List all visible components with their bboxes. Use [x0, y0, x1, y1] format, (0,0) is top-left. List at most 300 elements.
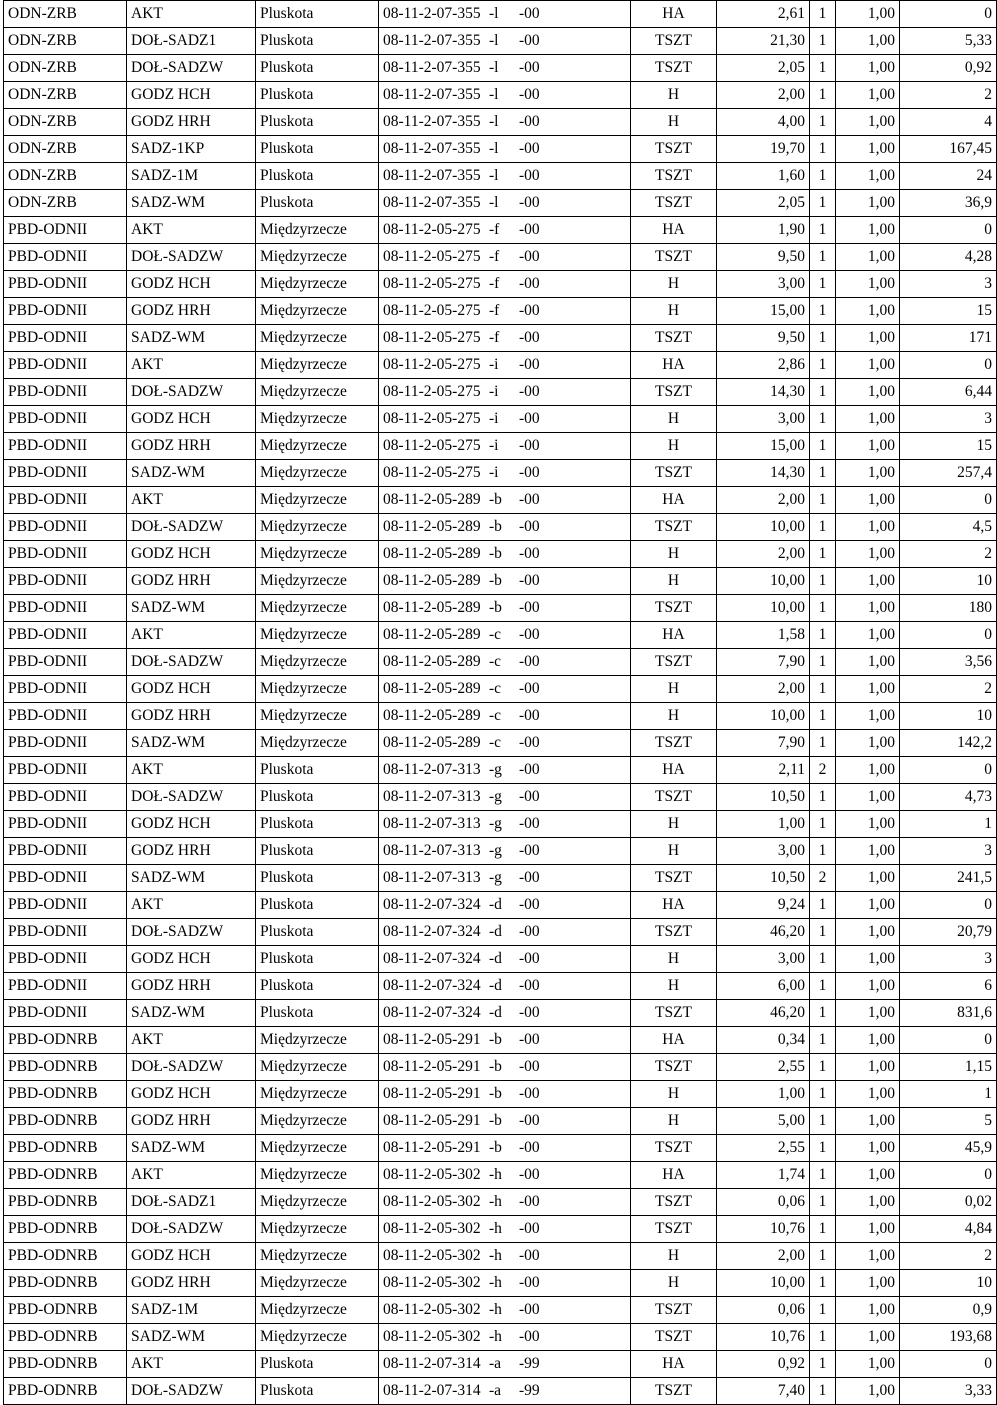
address-number: 08-11-2-05-302	[383, 1301, 481, 1318]
address-suffix: -00	[519, 437, 540, 454]
address-subdivision: -g	[489, 815, 502, 832]
rate-cell: 1,00	[836, 973, 900, 1000]
forest-district-cell: Międzyrzecze	[256, 217, 379, 244]
rate-cell: 1,00	[836, 298, 900, 325]
forest-district-cell: Międzyrzecze	[256, 1324, 379, 1351]
quantity-cell: 2,86	[717, 352, 810, 379]
unit-cell: PBD-ODNII	[4, 1000, 127, 1027]
unit-measure-cell: H	[631, 406, 717, 433]
unit-measure-cell: TSZT	[631, 1135, 717, 1162]
factor-cell: 1	[810, 649, 836, 676]
table-row	[4, 1054, 997, 1081]
factor-cell: 1	[810, 487, 836, 514]
table-row	[4, 1108, 997, 1135]
address-cell	[379, 757, 631, 784]
address-suffix: -00	[519, 1301, 540, 1318]
activity-code-cell: SADZ-WM	[127, 1000, 256, 1027]
value-cell: 257,4	[900, 460, 997, 487]
quantity-cell: 2,61	[717, 1, 810, 28]
rate-cell: 1,00	[836, 325, 900, 352]
address-subdivision: -b	[489, 545, 502, 562]
table-row	[4, 1351, 997, 1378]
table-row	[4, 1378, 997, 1405]
unit-measure-cell: H	[631, 838, 717, 865]
factor-cell: 1	[810, 811, 836, 838]
address-subdivision: -g	[489, 869, 502, 886]
address-cell	[379, 811, 631, 838]
forest-district-cell: Pluskota	[256, 973, 379, 1000]
unit-measure-cell: TSZT	[631, 1054, 717, 1081]
address-subdivision: -b	[489, 1031, 502, 1048]
unit-cell: ODN-ZRB	[4, 82, 127, 109]
activity-code-cell: AKT	[127, 352, 256, 379]
address-parts	[383, 1000, 540, 1026]
value-cell: 0	[900, 622, 997, 649]
address-number: 08-11-2-05-275	[383, 410, 481, 427]
activity-code-cell: GODZ HRH	[127, 1270, 256, 1297]
rate-cell: 1,00	[836, 460, 900, 487]
address-number: 08-11-2-05-289	[383, 572, 481, 589]
address-subdivision: -l	[489, 5, 499, 22]
address-suffix: -00	[519, 1031, 540, 1048]
unit-measure-cell: TSZT	[631, 1189, 717, 1216]
unit-measure-cell: H	[631, 973, 717, 1000]
table-row	[4, 811, 997, 838]
table-row	[4, 730, 997, 757]
value-cell: 3	[900, 838, 997, 865]
address-number: 08-11-2-07-313	[383, 842, 481, 859]
address-parts	[383, 568, 540, 594]
unit-measure-cell: TSZT	[631, 136, 717, 163]
address-parts	[383, 28, 540, 54]
address-parts	[383, 622, 540, 648]
quantity-cell: 15,00	[717, 433, 810, 460]
rate-cell: 1,00	[836, 352, 900, 379]
factor-cell: 1	[810, 1189, 836, 1216]
address-cell	[379, 568, 631, 595]
address-cell	[379, 1324, 631, 1351]
address-parts	[383, 514, 540, 540]
address-subdivision: -f	[489, 329, 500, 346]
table-row	[4, 1270, 997, 1297]
activity-code-cell: GODZ HRH	[127, 1108, 256, 1135]
unit-measure-cell: HA	[631, 622, 717, 649]
unit-measure-cell: H	[631, 703, 717, 730]
address-parts	[383, 784, 540, 810]
value-cell: 3,33	[900, 1378, 997, 1405]
factor-cell: 1	[810, 1324, 836, 1351]
unit-cell: PBD-ODNII	[4, 298, 127, 325]
rate-cell: 1,00	[836, 28, 900, 55]
address-subdivision: -f	[489, 248, 500, 265]
unit-cell: PBD-ODNII	[4, 325, 127, 352]
quantity-cell: 1,90	[717, 217, 810, 244]
rate-cell: 1,00	[836, 1378, 900, 1405]
rate-cell: 1,00	[836, 622, 900, 649]
activity-code-cell: DOŁ-SADZW	[127, 55, 256, 82]
unit-cell: PBD-ODNII	[4, 433, 127, 460]
address-cell	[379, 1189, 631, 1216]
rate-cell: 1,00	[836, 1243, 900, 1270]
address-subdivision: -b	[489, 491, 502, 508]
address-cell	[379, 1297, 631, 1324]
unit-measure-cell: H	[631, 1270, 717, 1297]
quantity-cell: 46,20	[717, 1000, 810, 1027]
quantity-cell: 7,90	[717, 649, 810, 676]
table-row	[4, 136, 997, 163]
activity-code-cell: DOŁ-SADZ1	[127, 1189, 256, 1216]
address-suffix: -00	[519, 491, 540, 508]
unit-cell: PBD-ODNII	[4, 757, 127, 784]
unit-cell: ODN-ZRB	[4, 109, 127, 136]
activity-code-cell: DOŁ-SADZW	[127, 514, 256, 541]
rate-cell: 1,00	[836, 946, 900, 973]
activity-code-cell: DOŁ-SADZW	[127, 244, 256, 271]
activity-code-cell: DOŁ-SADZW	[127, 379, 256, 406]
quantity-cell: 21,30	[717, 28, 810, 55]
unit-measure-cell: HA	[631, 1, 717, 28]
address-subdivision: -c	[489, 653, 502, 670]
activity-code-cell: GODZ HCH	[127, 406, 256, 433]
address-suffix: -00	[519, 329, 540, 346]
address-subdivision: -b	[489, 518, 502, 535]
address-cell	[379, 28, 631, 55]
unit-measure-cell: H	[631, 1243, 717, 1270]
forest-district-cell: Międzyrzecze	[256, 1297, 379, 1324]
address-subdivision: -d	[489, 977, 502, 994]
table-row	[4, 1, 997, 28]
address-suffix: -00	[519, 1328, 540, 1345]
table-row	[4, 514, 997, 541]
rate-cell: 1,00	[836, 271, 900, 298]
address-parts	[383, 1027, 540, 1053]
unit-cell: PBD-ODNII	[4, 244, 127, 271]
address-suffix: -00	[519, 194, 540, 211]
unit-cell: ODN-ZRB	[4, 28, 127, 55]
unit-cell: PBD-ODNII	[4, 892, 127, 919]
unit-cell: PBD-ODNII	[4, 811, 127, 838]
address-number: 08-11-2-05-275	[383, 329, 481, 346]
unit-measure-cell: TSZT	[631, 379, 717, 406]
value-cell: 4,5	[900, 514, 997, 541]
address-number: 08-11-2-05-291	[383, 1085, 481, 1102]
unit-measure-cell: TSZT	[631, 55, 717, 82]
factor-cell: 1	[810, 1351, 836, 1378]
value-cell: 171	[900, 325, 997, 352]
forest-district-cell: Pluskota	[256, 1378, 379, 1405]
rate-cell: 1,00	[836, 487, 900, 514]
activity-code-cell: GODZ HCH	[127, 541, 256, 568]
address-subdivision: -l	[489, 86, 499, 103]
forest-district-cell: Pluskota	[256, 1000, 379, 1027]
unit-measure-cell: TSZT	[631, 1378, 717, 1405]
address-number: 08-11-2-07-314	[383, 1355, 481, 1372]
forest-district-cell: Pluskota	[256, 55, 379, 82]
table-row	[4, 1324, 997, 1351]
value-cell: 5	[900, 1108, 997, 1135]
quantity-cell: 14,30	[717, 460, 810, 487]
unit-measure-cell: H	[631, 811, 717, 838]
table-row	[4, 298, 997, 325]
address-number: 08-11-2-05-302	[383, 1193, 481, 1210]
address-suffix: -00	[519, 464, 540, 481]
address-parts	[383, 1378, 540, 1404]
address-parts	[383, 973, 540, 999]
address-suffix: -00	[519, 1220, 540, 1237]
factor-cell: 1	[810, 190, 836, 217]
table-row	[4, 838, 997, 865]
quantity-cell: 5,00	[717, 1108, 810, 1135]
rate-cell: 1,00	[836, 811, 900, 838]
address-parts	[383, 1216, 540, 1242]
factor-cell: 1	[810, 271, 836, 298]
rate-cell: 1,00	[836, 379, 900, 406]
unit-cell: PBD-ODNRB	[4, 1108, 127, 1135]
address-subdivision: -a	[489, 1382, 502, 1399]
address-suffix: -00	[519, 734, 540, 751]
factor-cell: 1	[810, 82, 836, 109]
table-row	[4, 541, 997, 568]
forest-district-cell: Pluskota	[256, 109, 379, 136]
activity-code-cell: GODZ HCH	[127, 811, 256, 838]
table-row	[4, 649, 997, 676]
address-subdivision: -g	[489, 788, 502, 805]
forest-district-cell: Międzyrzecze	[256, 568, 379, 595]
forest-district-cell: Międzyrzecze	[256, 1081, 379, 1108]
address-number: 08-11-2-05-302	[383, 1274, 481, 1291]
factor-cell: 1	[810, 514, 836, 541]
rate-cell: 1,00	[836, 82, 900, 109]
table-row	[4, 865, 997, 892]
address-number: 08-11-2-07-313	[383, 815, 481, 832]
value-cell: 180	[900, 595, 997, 622]
factor-cell: 1	[810, 1000, 836, 1027]
table-row	[4, 1000, 997, 1027]
address-subdivision: -i	[489, 410, 499, 427]
value-cell: 5,33	[900, 28, 997, 55]
forest-district-cell: Międzyrzecze	[256, 433, 379, 460]
table-row	[4, 271, 997, 298]
rate-cell: 1,00	[836, 1081, 900, 1108]
rate-cell: 1,00	[836, 757, 900, 784]
value-cell: 0,92	[900, 55, 997, 82]
address-parts	[383, 1270, 540, 1296]
rate-cell: 1,00	[836, 55, 900, 82]
address-number: 08-11-2-05-302	[383, 1166, 481, 1183]
address-suffix: -00	[519, 626, 540, 643]
table-row	[4, 757, 997, 784]
address-subdivision: -c	[489, 626, 502, 643]
address-cell	[379, 649, 631, 676]
unit-measure-cell: TSZT	[631, 28, 717, 55]
forest-district-cell: Pluskota	[256, 136, 379, 163]
address-number: 08-11-2-07-324	[383, 923, 481, 940]
table-body	[4, 1, 997, 1405]
address-number: 08-11-2-05-289	[383, 545, 481, 562]
address-number: 08-11-2-07-324	[383, 977, 481, 994]
address-cell	[379, 1108, 631, 1135]
factor-cell: 1	[810, 298, 836, 325]
factor-cell: 1	[810, 1243, 836, 1270]
forest-district-cell: Pluskota	[256, 1351, 379, 1378]
address-subdivision: -l	[489, 194, 499, 211]
table-row	[4, 433, 997, 460]
address-number: 08-11-2-07-355	[383, 113, 481, 130]
activity-code-cell: SADZ-WM	[127, 1324, 256, 1351]
address-parts	[383, 217, 540, 243]
value-cell: 10	[900, 703, 997, 730]
address-number: 08-11-2-05-275	[383, 275, 481, 292]
address-cell	[379, 217, 631, 244]
address-suffix: -00	[519, 815, 540, 832]
address-subdivision: -i	[489, 437, 499, 454]
unit-cell: PBD-ODNII	[4, 217, 127, 244]
forest-district-cell: Międzyrzecze	[256, 541, 379, 568]
unit-cell: PBD-ODNRB	[4, 1135, 127, 1162]
address-subdivision: -f	[489, 221, 500, 238]
value-cell: 4,28	[900, 244, 997, 271]
address-suffix: -00	[519, 977, 540, 994]
rate-cell: 1,00	[836, 865, 900, 892]
address-number: 08-11-2-07-355	[383, 140, 481, 157]
value-cell: 0	[900, 1351, 997, 1378]
unit-cell: PBD-ODNRB	[4, 1162, 127, 1189]
forest-district-cell: Pluskota	[256, 946, 379, 973]
value-cell: 167,45	[900, 136, 997, 163]
address-suffix: -00	[519, 1004, 540, 1021]
activity-code-cell: SADZ-1KP	[127, 136, 256, 163]
address-suffix: -00	[519, 950, 540, 967]
activity-code-cell: AKT	[127, 1351, 256, 1378]
quantity-cell: 4,00	[717, 109, 810, 136]
address-suffix: -00	[519, 518, 540, 535]
table-row	[4, 244, 997, 271]
quantity-cell: 10,00	[717, 1270, 810, 1297]
address-suffix: -00	[519, 680, 540, 697]
activity-code-cell: GODZ HCH	[127, 1081, 256, 1108]
factor-cell: 1	[810, 1027, 836, 1054]
address-cell	[379, 784, 631, 811]
quantity-cell: 14,30	[717, 379, 810, 406]
unit-measure-cell: HA	[631, 352, 717, 379]
address-subdivision: -b	[489, 599, 502, 616]
address-suffix: -00	[519, 86, 540, 103]
address-parts	[383, 271, 540, 297]
address-suffix: -00	[519, 383, 540, 400]
rate-cell: 1,00	[836, 676, 900, 703]
factor-cell: 1	[810, 568, 836, 595]
value-cell: 1	[900, 1081, 997, 1108]
unit-cell: PBD-ODNII	[4, 568, 127, 595]
forest-district-cell: Międzyrzecze	[256, 676, 379, 703]
value-cell: 45,9	[900, 1135, 997, 1162]
address-cell	[379, 595, 631, 622]
quantity-cell: 10,00	[717, 568, 810, 595]
value-cell: 1,15	[900, 1054, 997, 1081]
activity-code-cell: GODZ HCH	[127, 82, 256, 109]
table-row	[4, 919, 997, 946]
address-suffix: -00	[519, 788, 540, 805]
forest-district-cell: Pluskota	[256, 865, 379, 892]
quantity-cell: 10,00	[717, 514, 810, 541]
unit-measure-cell: TSZT	[631, 190, 717, 217]
table-row	[4, 1135, 997, 1162]
unit-cell: PBD-ODNRB	[4, 1351, 127, 1378]
factor-cell: 1	[810, 595, 836, 622]
factor-cell: 1	[810, 217, 836, 244]
address-parts	[383, 325, 540, 351]
unit-cell: PBD-ODNII	[4, 730, 127, 757]
forest-district-cell: Międzyrzecze	[256, 406, 379, 433]
value-cell: 0	[900, 1, 997, 28]
unit-cell: PBD-ODNII	[4, 703, 127, 730]
address-cell	[379, 109, 631, 136]
unit-cell: PBD-ODNII	[4, 622, 127, 649]
value-cell: 2	[900, 1243, 997, 1270]
forest-district-cell: Międzyrzecze	[256, 325, 379, 352]
rate-cell: 1,00	[836, 541, 900, 568]
quantity-cell: 2,05	[717, 55, 810, 82]
factor-cell: 1	[810, 55, 836, 82]
activity-code-cell: SADZ-WM	[127, 595, 256, 622]
factor-cell: 1	[810, 109, 836, 136]
quantity-cell: 2,55	[717, 1135, 810, 1162]
value-cell: 2	[900, 541, 997, 568]
address-number: 08-11-2-05-291	[383, 1139, 481, 1156]
address-cell	[379, 1135, 631, 1162]
table-row	[4, 55, 997, 82]
unit-measure-cell: HA	[631, 1351, 717, 1378]
forest-district-cell: Pluskota	[256, 919, 379, 946]
rate-cell: 1,00	[836, 1189, 900, 1216]
address-parts	[383, 379, 540, 405]
activity-code-cell: GODZ HRH	[127, 433, 256, 460]
address-number: 08-11-2-07-324	[383, 1004, 481, 1021]
address-cell	[379, 838, 631, 865]
forest-district-cell: Pluskota	[256, 163, 379, 190]
factor-cell: 1	[810, 1270, 836, 1297]
unit-measure-cell: TSZT	[631, 1216, 717, 1243]
address-number: 08-11-2-05-289	[383, 734, 481, 751]
address-number: 08-11-2-05-291	[383, 1031, 481, 1048]
value-cell: 3	[900, 406, 997, 433]
rate-cell: 1,00	[836, 703, 900, 730]
address-number: 08-11-2-05-275	[383, 437, 481, 454]
address-parts	[383, 946, 540, 972]
address-parts	[383, 1297, 540, 1323]
table-row	[4, 1162, 997, 1189]
address-suffix: -00	[519, 1085, 540, 1102]
unit-cell: PBD-ODNII	[4, 352, 127, 379]
rate-cell: 1,00	[836, 730, 900, 757]
address-suffix: -00	[519, 761, 540, 778]
activity-code-cell: SADZ-WM	[127, 190, 256, 217]
data-table	[3, 0, 997, 1405]
address-cell	[379, 406, 631, 433]
table-row	[4, 1216, 997, 1243]
address-subdivision: -l	[489, 167, 499, 184]
forest-district-cell: Pluskota	[256, 28, 379, 55]
rate-cell: 1,00	[836, 1135, 900, 1162]
address-subdivision: -h	[489, 1220, 502, 1237]
address-suffix: -00	[519, 599, 540, 616]
factor-cell: 1	[810, 433, 836, 460]
unit-cell: ODN-ZRB	[4, 163, 127, 190]
address-parts	[383, 757, 540, 783]
address-cell	[379, 703, 631, 730]
rate-cell: 1,00	[836, 1, 900, 28]
unit-measure-cell: TSZT	[631, 919, 717, 946]
